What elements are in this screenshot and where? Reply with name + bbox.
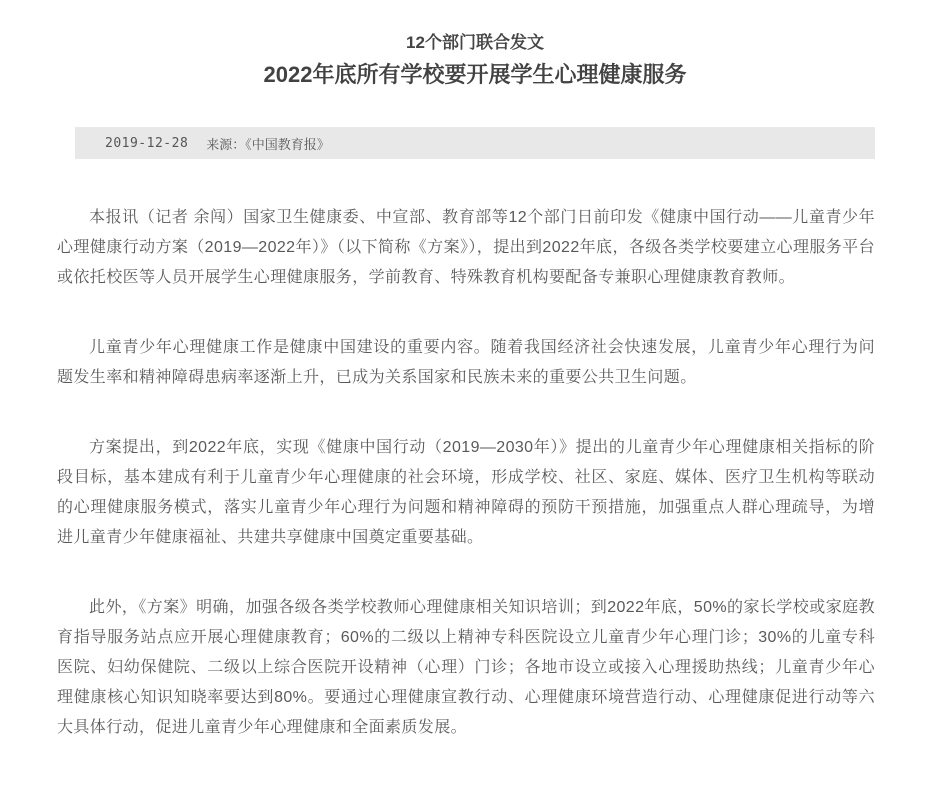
article-supertitle: 12个部门联合发文	[406, 33, 544, 52]
article-paragraph: 方案提出，到2022年底，实现《健康中国行动（2019—2030年）》提出的儿童青少年心理健康相关指标的阶段目标，基本建成有利于儿童青少年心理健康的社会环境，形成学校、社区、家庭、媒体、医疗卫生机构等联动的心理健康服务模式，落实儿童青少年心理行为问题和精神障碍的预防干预措施，加强重点人群心理疏导，为增进儿童青少年健康福祉、共建共享健康中国奠定重要基础。	[57, 439, 875, 546]
article-meta-bar	[75, 127, 875, 159]
article-page	[0, 33, 950, 800]
publish-date: 2019-12-28	[105, 135, 189, 151]
article-paragraph: 本报讯（记者 余闯）国家卫生健康委、中宣部、教育部等12个部门日前印发《健康中国行动——儿童青少年心理健康行动方案（2019—2022年）》（以下简称《方案》），提出到2022年底，各级各类学校要建立心理服务平台或依托校医等人员开展学生心理健康服务，学前教育、特殊教育机构要配备专兼职心理健康教育教师。	[57, 209, 875, 286]
article-body	[57, 203, 875, 743]
article-paragraph: 儿童青少年心理健康工作是健康中国建设的重要内容。随着我国经济社会快速发展，儿童青少年心理行为问题发生率和精神障碍患病率逐渐上升，已成为关系国家和民族未来的重要公共卫生问题。	[57, 339, 875, 386]
article-paragraph: 此外，《方案》明确，加强各级各类学校教师心理健康相关知识培训；到2022年底，50%的家长学校或家庭教育指导服务站点应开展心理健康教育；60%的二级以上精神专科医院设立儿童青少年心理门诊；30%的儿童专科医院、妇幼保健院、二级以上综合医院开设精神（心理）门诊；各地市设立或接入心理援助热线；儿童青少年心理健康核心知识知晓率要达到80%。要通过心理健康宣教行动、心理健康环境营造行动、心理健康促进行动等六大具体行动，促进儿童青少年心理健康和全面素质发展。	[57, 599, 875, 736]
article-title: 2022年底所有学校要开展学生心理健康服务	[263, 62, 687, 87]
article-source: 来源：《中国教育报》	[206, 136, 330, 152]
